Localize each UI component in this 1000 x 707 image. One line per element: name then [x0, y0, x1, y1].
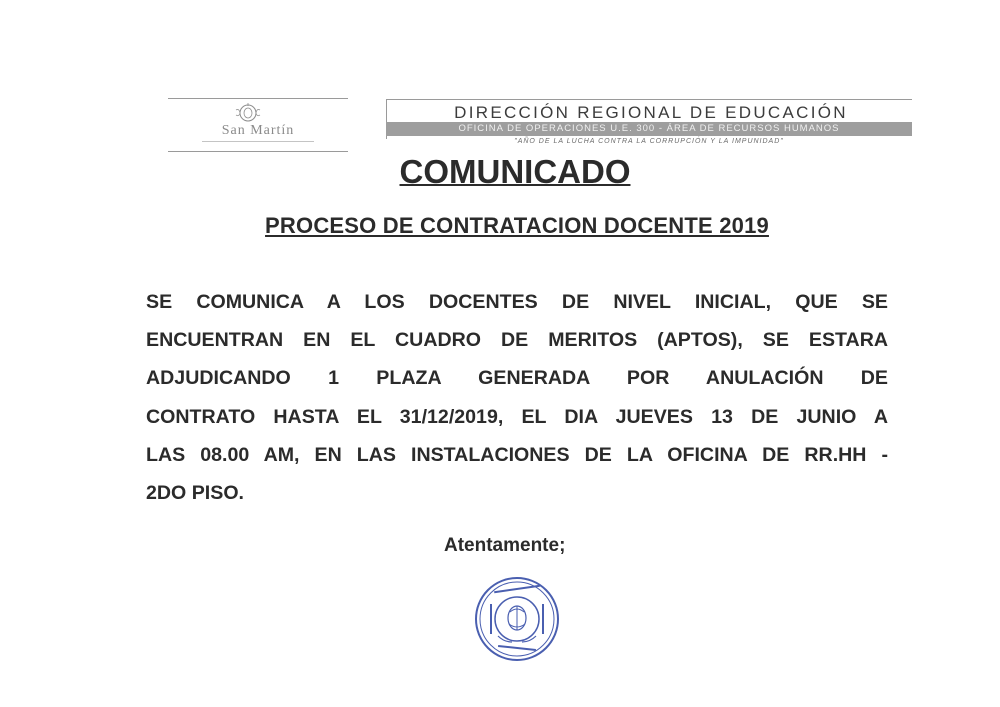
letterhead: [386, 99, 912, 151]
body-line: LAS 08.00 AM, EN LAS INSTALACIONES DE LA OFICINA DE RR.HH -: [146, 443, 888, 466]
body-line: ENCUENTRAN EN EL CUADRO DE MERITOS (APTOS), SE ESTARA: [146, 329, 888, 352]
letterhead-title: DIRECCIÓN REGIONAL DE EDUCACIÓN: [454, 103, 848, 122]
body-line: CONTRATO HASTA EL 31/12/2019, EL DIA JUEVES 13 DE JUNIO A: [146, 405, 888, 428]
document-title: COMUNICADO: [399, 153, 631, 190]
document-body: [146, 283, 888, 512]
document-subtitle: PROCESO DE CONTRATACION DOCENTE 2019: [265, 213, 769, 238]
letterhead-band: OFICINA DE OPERACIONES U.E. 300 - ÁREA DE RECURSOS HUMANOS: [386, 122, 912, 136]
official-seal-icon: [474, 576, 560, 662]
closing-text: Atentamente;: [444, 535, 566, 556]
body-line: ADJUDICANDO 1 PLAZA GENERADA POR ANULACIÓN DE: [146, 367, 888, 390]
logo-underline: [202, 141, 314, 142]
logo-name: San Martín: [221, 123, 295, 138]
coat-of-arms-icon: [234, 102, 262, 124]
body-line: 2DO PISO.: [146, 482, 244, 505]
body-line: SE COMUNICA A LOS DOCENTES DE NIVEL INICIAL, QUE SE: [146, 291, 888, 313]
letterhead-motto: "AÑO DE LA LUCHA CONTRA LA CORRUPCIÓN Y LA IMPUNIDAD": [514, 138, 784, 145]
letterhead-rule: [386, 99, 912, 100]
institution-logo: [168, 98, 348, 152]
